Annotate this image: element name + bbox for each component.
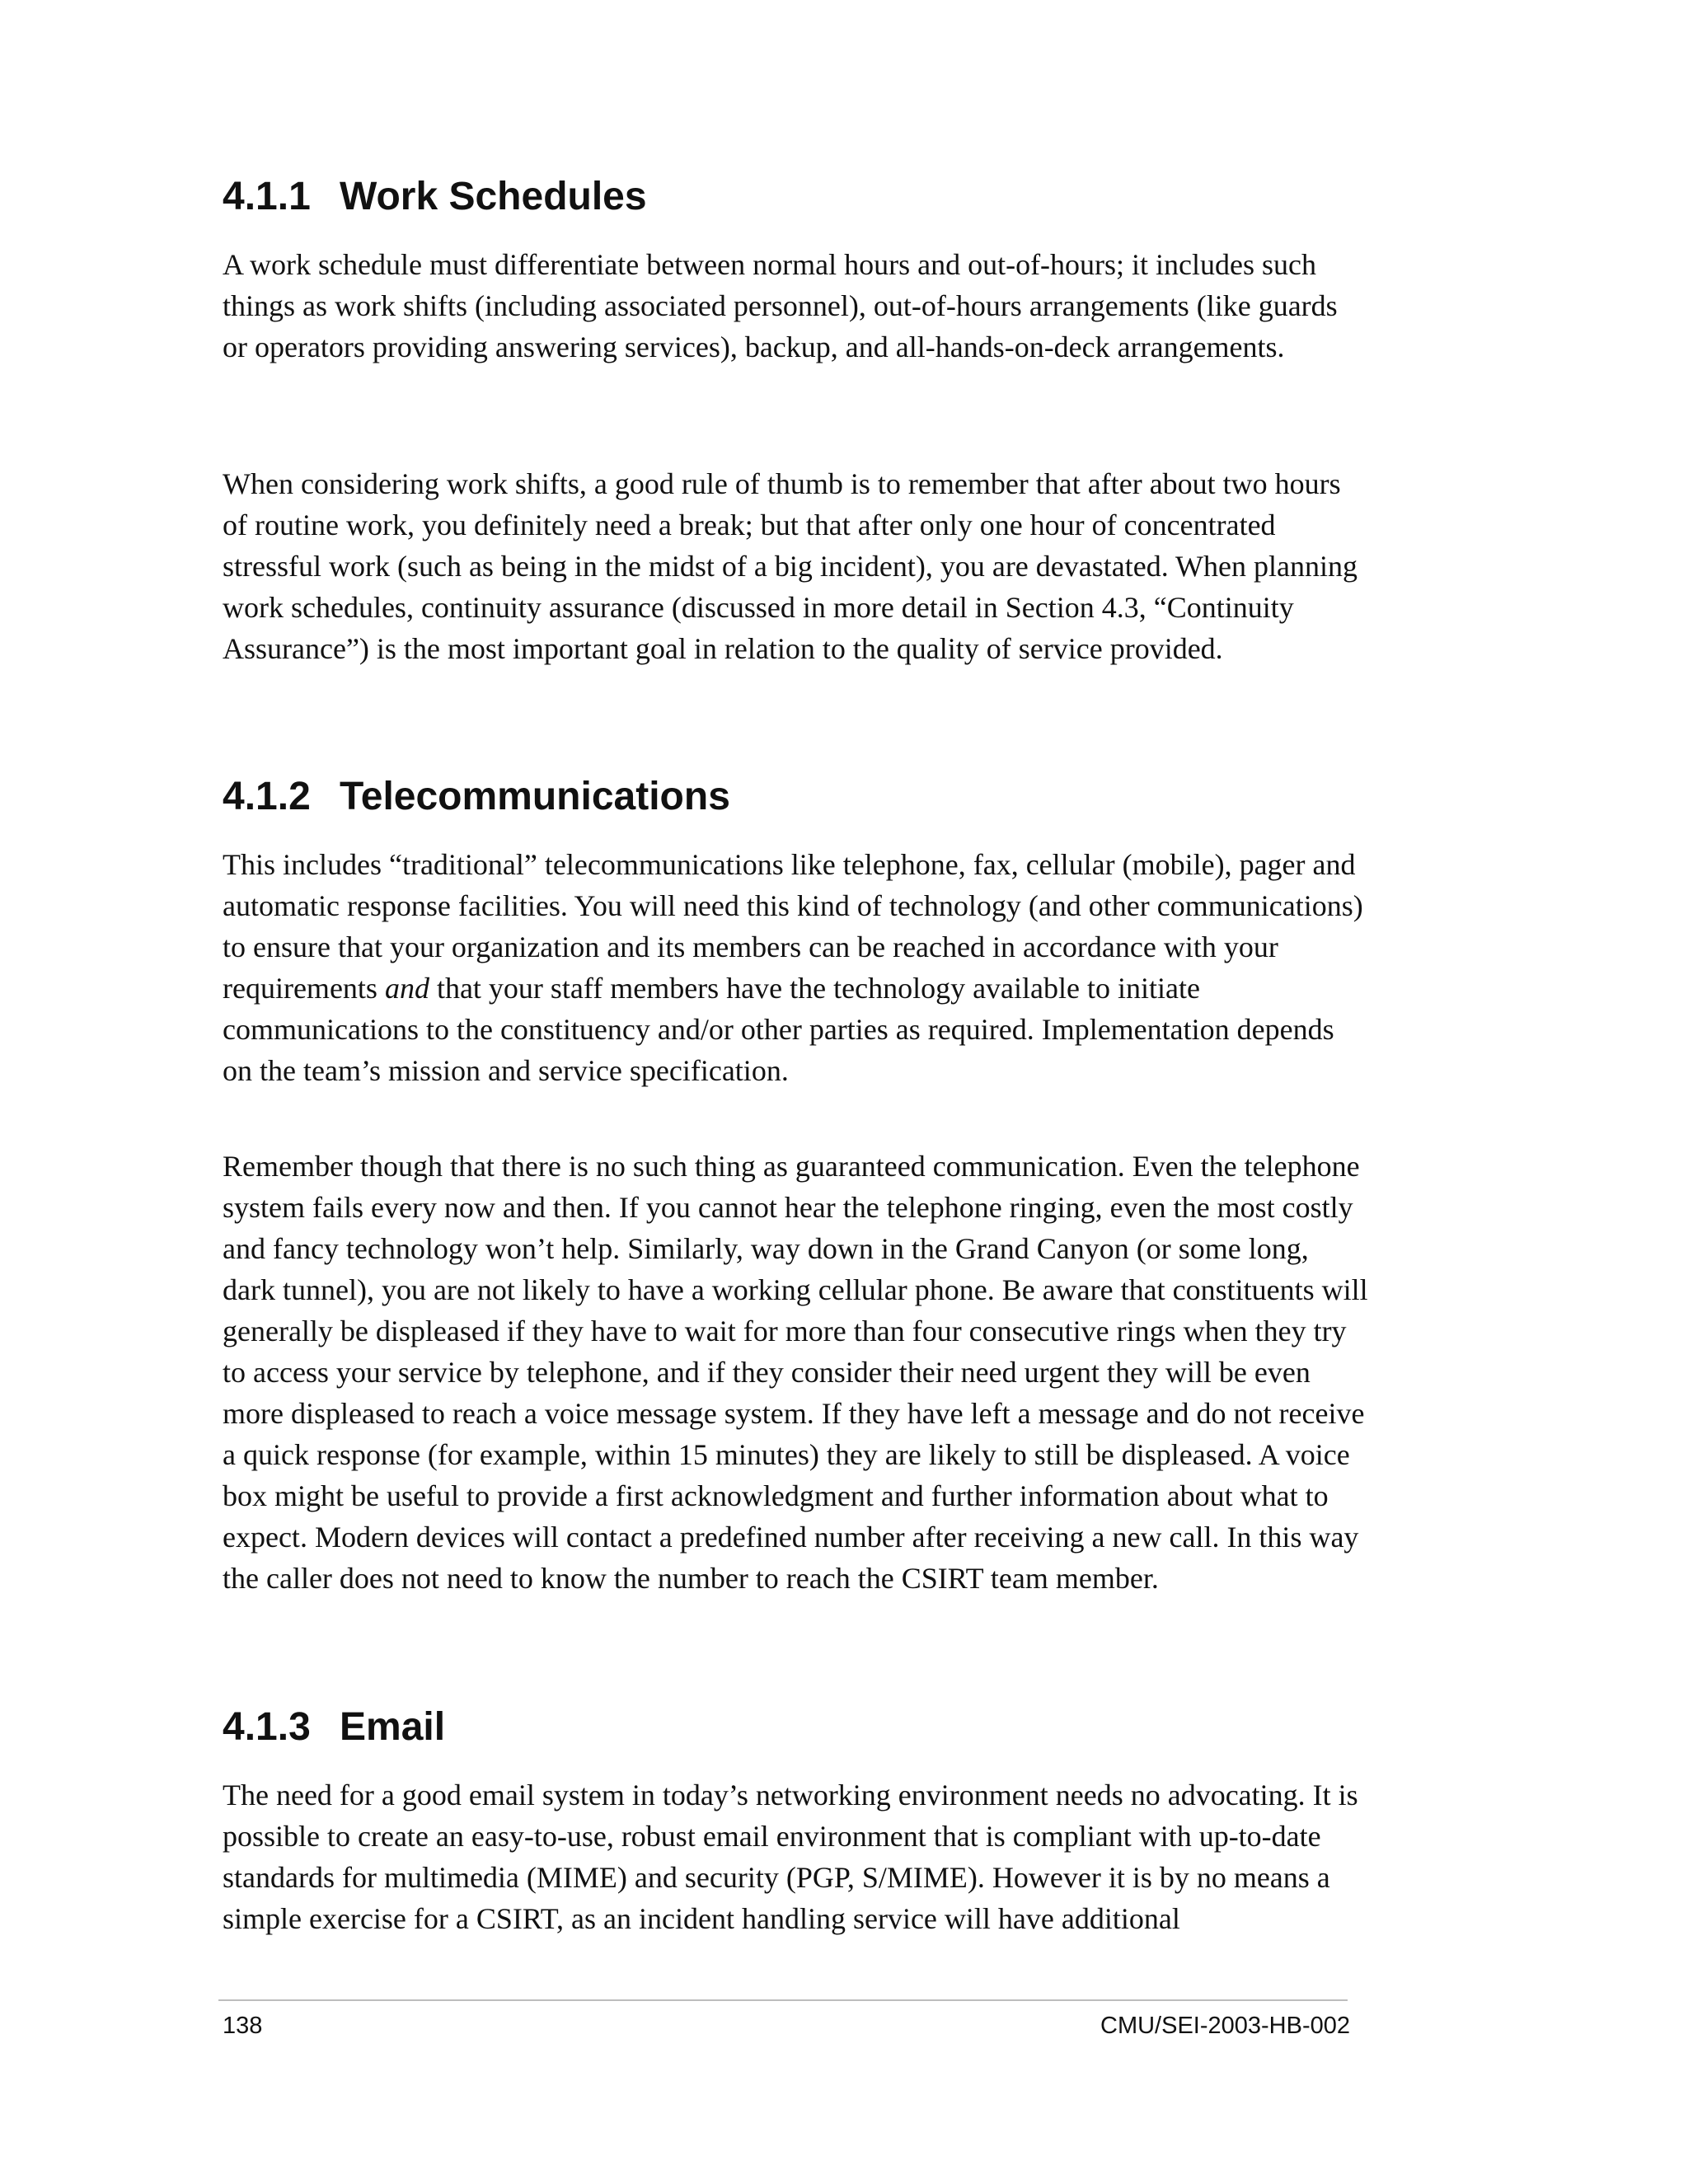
page-number: 138 — [223, 2013, 263, 2039]
paragraph-text: When considering work shifts, a good rule of thumb is to remember that after about two hours of routine work, you definitely need a break; but that after only one hour of concentrated stressful work (such as being in the midst of a big incident), you are devastated. When planning work schedules, continuity assurance (discussed in more detail in Section 4.3, “Continuity Assurance”) is the most important goal in relation to the quality of service provided. — [223, 467, 1357, 665]
section-heading — [223, 774, 1368, 820]
paragraph — [223, 244, 1368, 368]
section-heading — [223, 174, 1368, 220]
paragraph-text — [223, 844, 1368, 1091]
section-telecommunications — [223, 774, 1368, 820]
paragraph — [223, 463, 1368, 669]
section-heading — [223, 1704, 1368, 1750]
emphasis: and — [384, 972, 429, 1005]
document-page — [223, 0, 1368, 2184]
paragraph-text: A work schedule must differentiate between normal hours and out-of-hours; it includes such things as work shifts (including associated personnel), out-of-hours arrangements (like guards or operators providing answering services), backup, and all-hands-on-deck arrangements. — [223, 248, 1338, 363]
section-title: Work Schedules — [340, 175, 647, 218]
document-id: CMU/SEI-2003-HB-002 — [1100, 2013, 1350, 2039]
paragraph — [223, 1774, 1368, 1939]
paragraph-run: This includes “traditional” telecommunications like telephone, fax, cellular (mobile), pager and automatic response facilities. You will need this kind of technology (and other communications) to ensure that your organization and its members can be reached in accordance with your requirements — [223, 848, 1363, 1005]
paragraph — [223, 844, 1368, 1091]
paragraph — [223, 1146, 1368, 1599]
section-title: Telecommunications — [340, 775, 730, 818]
section-email — [223, 1704, 1368, 1750]
paragraph-text: Remember though that there is no such thing as guaranteed communication. Even the telephone system fails every now and then. If you cannot hear the telephone ringing, even the most costly and fancy technology won’t help. Similarly, way down in the Grand Canyon (or some long, dark tunnel), you are not likely to have a working cellular phone. Be aware that constituents will generally be displeased if they have to wait for more than four consecutive rings when they try to access your service by telephone, and if they consider their need urgent they will be even more displeased to reach a voice message system. If they have left a message and do not receive a quick response (for example, within 15 minutes) they are likely to still be displeased. A voice box might be useful to provide a first acknowledgment and further information about what to expect. Modern devices will contact a predefined number after receiving a new call. In this way the caller does not need to know the number to reach the CSIRT team member. — [223, 1150, 1368, 1595]
section-number: 4.1.2 — [223, 775, 311, 818]
paragraph-run: that your staff members have the technology available to initiate communications to the constituency and/or other parties as required. Implementation depends on the team’s mission and service specification. — [223, 972, 1334, 1087]
paragraph-text: The need for a good email system in today’s networking environment needs no advocating. It is possible to create an easy-to-use, robust email environment that is compliant with up-to-date standards for multimedia (MIME) and security (PGP, S/MIME). However it is by no means a simple exercise for a CSIRT, as an incident handling service will have additional — [223, 1779, 1358, 1935]
section-number: 4.1.1 — [223, 175, 311, 218]
section-work-schedules — [223, 174, 1368, 220]
section-number: 4.1.3 — [223, 1705, 311, 1749]
footer-divider — [218, 1999, 1348, 2001]
section-title: Email — [340, 1705, 446, 1749]
